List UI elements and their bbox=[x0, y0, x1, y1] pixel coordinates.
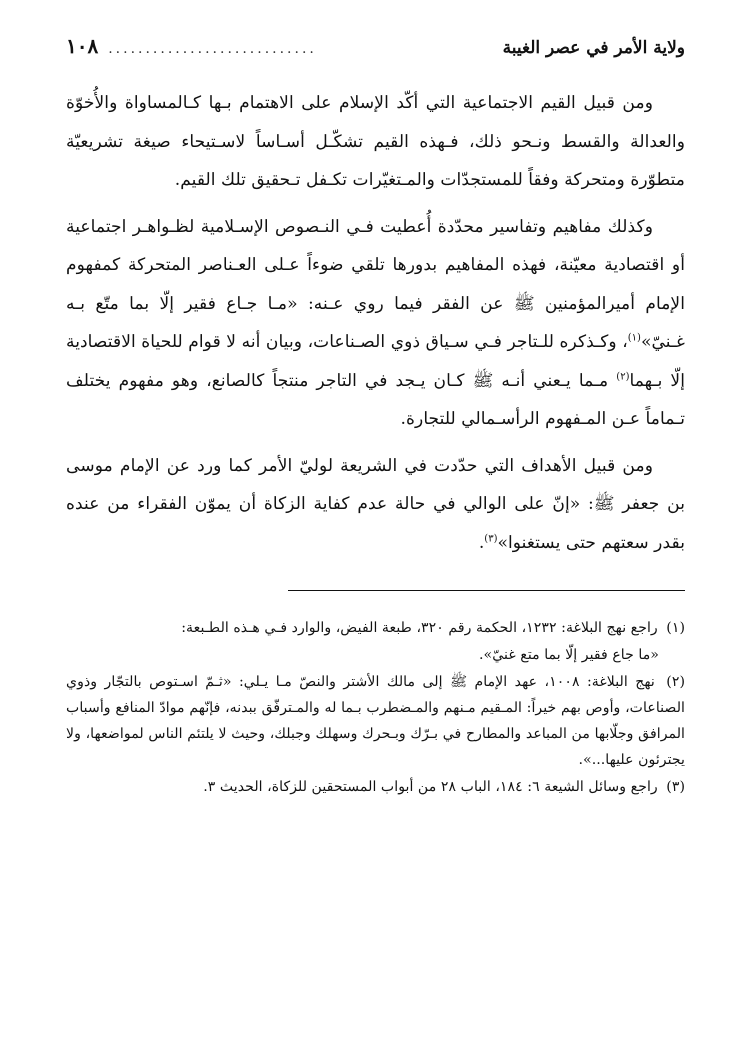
running-title: ولاية الأمر في عصر الغيبة bbox=[502, 38, 685, 58]
paragraph-3: ومن قبيل الأهداف التي حدّدت في الشريعة لوليّ الأمر كما ورد عن الإمام موسى بن جعفر ﷺ: «إنّ على الوالي في حالة عدم كفاية الزكاة أن يموّن الفقراء من عنده بقدر سعتهم حتى يستغنوا»$^{(٣)}$. bbox=[66, 455, 685, 553]
footnote-separator bbox=[288, 590, 685, 591]
footnote-2 bbox=[66, 669, 685, 773]
footnote-text: راجع نهج البلاغة: ١٢٣٢، الحكمة رقم ٣٢٠، طبعة الفيض، والوارد فـي هـذه الطـبعة: bbox=[181, 620, 658, 636]
paragraph-1: ومن قبيل القيم الاجتماعية التي أكّد الإسلام على الاهتمام بـها كـالمساواة والأُخوّة والعدالة والقسط ونـحو ذلك، فـهذه القيم تشكّـل أسـاساً لاسـتيحاء صيغة تشريعيّة متطوّرة ومتحركة وفقاً للمستجدّات والمـتغيّرات تكـفل تـحقيق تلك القيم. bbox=[66, 93, 685, 190]
paragraph-2-part-1: وكذلك مفاهيم وتفاسير محدّدة أُعطيت فـي النـصوص الإسـلامية لظـواهـر اجتماعية أو اقتصادية معيّنة، فهذه المفاهيم بدورها تلقي ضوءاً عـلى العـناصر المتحركة كمفهوم الإمام أميرالمؤمنين ﷺ عن الفقر فيما روي عـنه: «مـا جـاع فقير إلّا بما متّع بـه غـنيّ» bbox=[66, 216, 685, 352]
footnote-number: (٢) bbox=[666, 674, 686, 690]
footnote-ref-1[interactable]: (١) bbox=[627, 332, 641, 344]
body-text bbox=[66, 84, 685, 562]
footnote-number: (١) bbox=[666, 620, 685, 636]
footnote-1 bbox=[66, 615, 685, 641]
paragraph-2-part-3: مـما يـعني أنـه ﷺ كـان يـجد في التاجر منتجاً كالصانع، وهو مفهوم يختلف تـماماً عـن المـفهوم الرأسـمالي للتجارة. bbox=[66, 370, 685, 429]
footnote-ref-2[interactable]: (٢) bbox=[616, 370, 630, 382]
leader-dots: ............................ bbox=[108, 41, 317, 57]
paragraph-2 bbox=[66, 208, 685, 439]
footnote-text: نهج البلاغة: ١٠٠٨، عهد الإمام ﷺ إلى مالك الأشتر والنصّ مـا يـلي: «ثـمّ اسـتوص بالتجّار وذوي الصناعات، وأوص بهم خيراً: المـقيم مـنهم والمـضطرب بـما له والمـترفّق ببدنه، فإنّهم موادّ المنافع وأسباب المرافق وجلّابها من المباعد والمطارح في بـرّك وبـحرك وسهلك وجبلك، وحيث لا يلتئم الناس لمواضعها، ولا يجترئون عليها...». bbox=[66, 674, 685, 768]
footnote-ref-3[interactable]: (٣) bbox=[484, 532, 498, 544]
running-header bbox=[66, 34, 685, 74]
footnote-1-continuation: «ما جاع فقير إلّا بما متع غنيّ». bbox=[479, 647, 659, 663]
page-number: ١٠٨ bbox=[66, 34, 99, 58]
paragraph-2-part-2: ، وكـذكره للـتاجر فـي سـياق ذوي الصـناعات، وبيان أنه لا قوام للحياة الاقتصادية إلّا بـهما bbox=[66, 332, 685, 391]
header-left-group bbox=[66, 34, 317, 58]
footnote-number: (٣) bbox=[666, 779, 685, 795]
paragraph-3-text: ومن قبيل الأهداف التي حدّدت في الشريعة لوليّ الأمر كما ورد عن الإمام موسى بن جعفر ﷺ: «إنّ على الوالي في حالة عدم كفاية الزكاة أن يموّن الفقراء من عنده بقدر سعتهم حتى يستغنوا» bbox=[66, 455, 685, 553]
footnotes bbox=[66, 615, 685, 800]
footnote-text: راجع وسائل الشيعة ٦: ١٨٤، الباب ٢٨ من أبواب المستحقين للزكاة، الحديث ٣. bbox=[203, 779, 658, 795]
footnote-3 bbox=[66, 774, 685, 800]
